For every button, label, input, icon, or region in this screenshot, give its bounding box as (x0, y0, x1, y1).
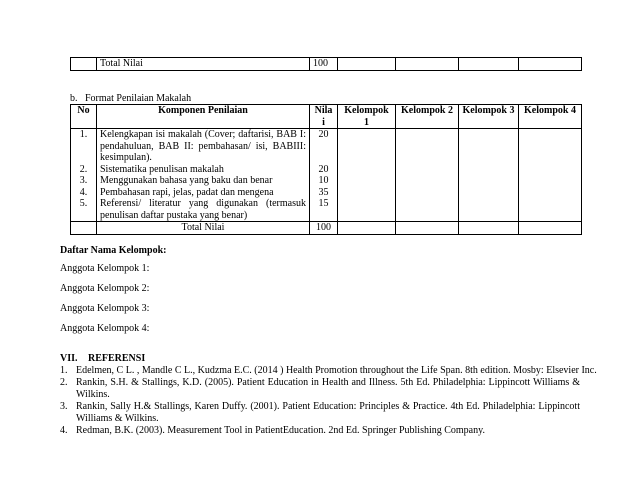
header-kelompok-4: Kelompok 4 (519, 105, 582, 129)
reference-item: 1. Edelmen, C L. , Mandle C L., Kudzma E.C. (2014 ) Health Promotion throughout the Life Span. 8th edition. Mosby: Elsevier Inc. (60, 365, 597, 376)
total-label: Total Nilai (97, 58, 310, 71)
component-line: Pembahasan rapi, jelas, padat dan mengena (100, 186, 274, 198)
header-komponen: Komponen Penilaian (97, 105, 310, 129)
component-line: kesimpulan). (100, 152, 152, 163)
total-nilai-value: 100 (310, 222, 338, 235)
header-kelompok-2: Kelompok 2 (396, 105, 459, 129)
component-line: Kelengkapan isi makalah (Cover; daftarisi, BAB I: (100, 129, 306, 140)
anggota-kelompok-2: Anggota Kelompok 2: (60, 283, 150, 294)
anggota-kelompok-1: Anggota Kelompok 1: (60, 263, 150, 274)
header-nilai: Nila i (310, 105, 338, 129)
reference-item: 4. Redman, B.K. (2003). Measurement Tool in PatientEducation. 2nd Ed. Springer Publishing Company. (60, 425, 485, 436)
header-no: No (71, 105, 97, 129)
total-nilai-table-top (70, 57, 582, 71)
header-kelompok-3: Kelompok 3 (459, 105, 519, 129)
format-heading: b. Format Penilaian Makalah (70, 93, 192, 104)
component-line: Referensi/ literatur yang digunakan (termasuk (100, 198, 306, 209)
reference-item: 3. Rankin, Sally H.& Stallings, Karen Duffy. (2001). Patient Education: Principles & Practice. 4th Ed. Philadelphia: Lippincott Williams & Wilkins. (60, 401, 580, 424)
table-header-row (71, 105, 582, 129)
total-value: 100 (310, 58, 338, 71)
total-nilai-label: Total Nilai (97, 222, 310, 235)
referensi-heading: REFERENSI (88, 353, 146, 364)
component-line: pendahuluan, BAB II: pembahasan/ isi, BABIII: (100, 140, 306, 152)
anggota-kelompok-4: Anggota Kelompok 4: (60, 323, 150, 334)
table-body-row (71, 129, 582, 222)
anggota-kelompok-3: Anggota Kelompok 3: (60, 303, 150, 314)
reference-item: 2. Rankin, S.H. & Stallings, K.D. (2005). Patient Education in Health and Illness. 5th Ed. Philadelphia: Lippincott Williams & Wilkins. (60, 377, 580, 400)
value-list: 20 20 10 35 15 (310, 129, 338, 222)
referensi-heading-number: VII. (60, 353, 78, 364)
kelompok-heading: Daftar Nama Kelompok: (60, 245, 167, 256)
header-kelompok-1: Kelompok 1 (338, 105, 396, 129)
component-line: Sistematika penulisan makalah (100, 163, 224, 175)
component-line: Menggunakan bahasa yang baku dan benar (100, 175, 273, 186)
assessment-table (70, 104, 582, 235)
row-numbers: 1. 2. 3. 4. 5. (71, 129, 97, 222)
table-total-row (71, 222, 582, 235)
component-list (97, 129, 310, 222)
component-line: penulisan daftar pustaka yang benar) (100, 209, 248, 221)
